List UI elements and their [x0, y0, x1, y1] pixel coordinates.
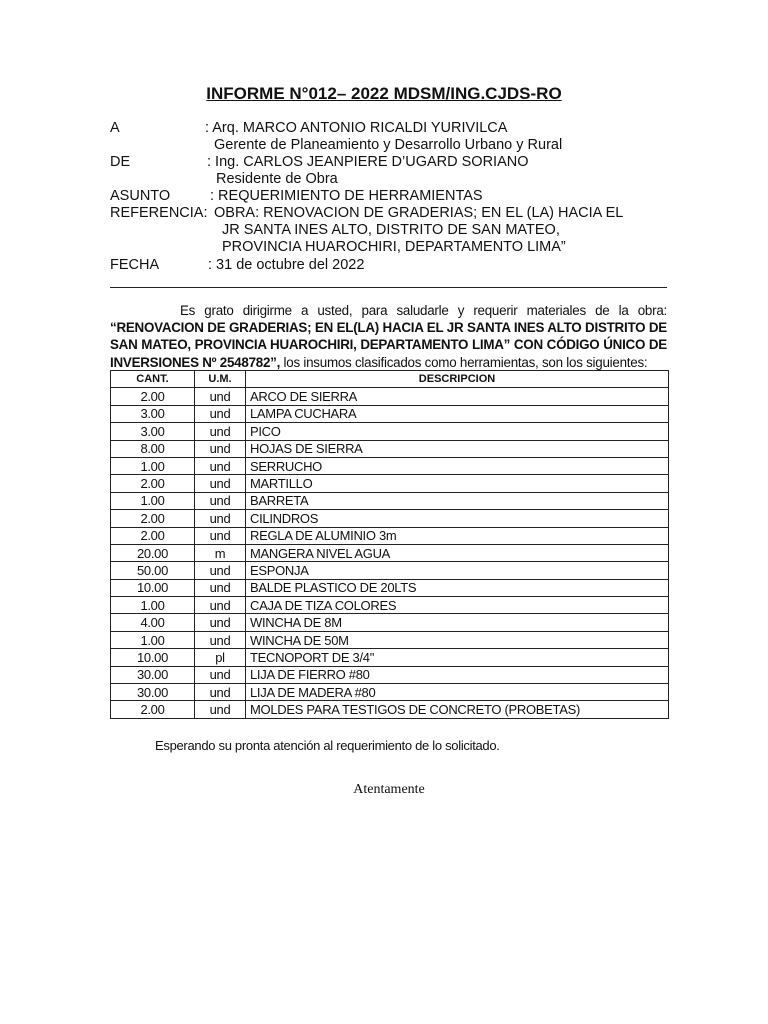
row-unit: und [195, 631, 246, 648]
column-header-unit: U.M. [195, 371, 246, 388]
row-quantity: 4.00 [111, 614, 195, 631]
intro-text: Es grato dirigirme a usted, para saludarle y requerir materiales de la obra: [180, 303, 667, 318]
row-unit: pl [195, 649, 246, 666]
row-unit: und [195, 701, 246, 718]
date-value: : 31 de octubre del 2022 [208, 257, 365, 273]
subject-value: : REQUERIMIENTO DE HERRAMIENTAS [210, 188, 483, 204]
recipient-label: A [110, 120, 120, 136]
row-unit: und [195, 405, 246, 422]
row-unit: und [195, 388, 246, 405]
date-label: FECHA [110, 257, 160, 273]
report-title: INFORME N°012– 2022 MDSM/ING.CJDS-RO [206, 84, 562, 103]
table-row [111, 631, 669, 648]
closing-text: Esperando su pronta atención al requerimiento de lo solicitado. [155, 738, 500, 753]
row-description: MANGERA NIVEL AGUA [246, 544, 669, 561]
row-quantity: 2.00 [111, 475, 195, 492]
reference-line2: JR SANTA INES ALTO, DISTRITO DE SAN MATEO, [222, 222, 560, 238]
row-unit: und [195, 457, 246, 474]
row-description: MARTILLO [246, 475, 669, 492]
row-quantity: 10.00 [111, 649, 195, 666]
table-row [111, 492, 669, 509]
row-unit: und [195, 510, 246, 527]
row-quantity: 50.00 [111, 562, 195, 579]
table-row [111, 684, 669, 701]
reference-value: OBRA: RENOVACION DE GRADERIAS; EN EL (LA) HACIA EL [214, 205, 624, 221]
project-name: “RENOVACION DE GRADERIAS; EN EL(LA) HACIA EL JR SANTA INES ALTO DISTRITO DE SAN MATEO, PROVINCIA HUAROCHIRI, DEPARTAMENTO LIMA” CON CÓDIGO ÚNICO DE INVERSIONES Nº 2548782”, [110, 320, 667, 370]
table-row [111, 405, 669, 422]
row-description: ARCO DE SIERRA [246, 388, 669, 405]
row-quantity: 1.00 [111, 492, 195, 509]
table-row [111, 544, 669, 561]
row-description: BALDE PLASTICO DE 20LTS [246, 579, 669, 596]
body-paragraph [110, 302, 667, 371]
row-unit: und [195, 527, 246, 544]
row-quantity: 3.00 [111, 405, 195, 422]
row-quantity: 2.00 [111, 527, 195, 544]
table-row [111, 701, 669, 718]
row-description: LIJA DE FIERRO #80 [246, 666, 669, 683]
table-row [111, 475, 669, 492]
table-row [111, 597, 669, 614]
row-unit: und [195, 562, 246, 579]
row-quantity: 30.00 [111, 684, 195, 701]
row-description: CAJA DE TIZA COLORES [246, 597, 669, 614]
table-row [111, 579, 669, 596]
table-row [111, 649, 669, 666]
row-unit: und [195, 423, 246, 440]
row-description: MOLDES PARA TESTIGOS DE CONCRETO (PROBETAS) [246, 701, 669, 718]
row-description: LIJA DE MADERA #80 [246, 684, 669, 701]
row-unit: und [195, 475, 246, 492]
row-unit: und [195, 684, 246, 701]
row-unit: und [195, 597, 246, 614]
row-description: ESPONJA [246, 562, 669, 579]
row-unit: m [195, 544, 246, 561]
row-quantity: 2.00 [111, 510, 195, 527]
row-unit: und [195, 440, 246, 457]
materials-table [110, 370, 669, 719]
intro-tail: los insumos clasificados como herramientas, son los siguientes: [280, 354, 648, 370]
table-row [111, 388, 669, 405]
row-quantity: 1.00 [111, 457, 195, 474]
row-quantity: 30.00 [111, 666, 195, 683]
row-unit: und [195, 492, 246, 509]
row-description: HOJAS DE SIERRA [246, 440, 669, 457]
row-description: TECNOPORT DE 3/4" [246, 649, 669, 666]
table-header-row [111, 371, 669, 388]
sender-label: DE [110, 154, 131, 170]
table-row [111, 423, 669, 440]
header-divider [110, 287, 667, 288]
table-row [111, 562, 669, 579]
recipient-role: Gerente de Planeamiento y Desarrollo Urbano y Rural [214, 137, 563, 153]
row-quantity: 1.00 [111, 631, 195, 648]
reference-label: REFERENCIA: [110, 205, 208, 221]
row-unit: und [195, 666, 246, 683]
sender-value: : Ing. CARLOS JEANPIERE D’UGARD SORIANO [207, 154, 529, 170]
table-row [111, 527, 669, 544]
subject-label: ASUNTO [110, 188, 171, 204]
signoff-text: Atentamente [353, 782, 425, 797]
row-description: WINCHA DE 8M [246, 614, 669, 631]
row-quantity: 10.00 [111, 579, 195, 596]
table-row [111, 510, 669, 527]
row-description: LAMPA CUCHARA [246, 405, 669, 422]
row-description: WINCHA DE 50M [246, 631, 669, 648]
row-description: SERRUCHO [246, 457, 669, 474]
column-header-description: DESCRIPCION [246, 371, 669, 388]
row-description: REGLA DE ALUMINIO 3m [246, 527, 669, 544]
table-row [111, 666, 669, 683]
row-description: PICO [246, 423, 669, 440]
row-quantity: 1.00 [111, 597, 195, 614]
row-unit: und [195, 579, 246, 596]
column-header-quantity: CANT. [111, 371, 195, 388]
row-description: BARRETA [246, 492, 669, 509]
reference-line3: PROVINCIA HUAROCHIRI, DEPARTAMENTO LIMA” [222, 239, 566, 255]
row-unit: und [195, 614, 246, 631]
table-row [111, 457, 669, 474]
row-quantity: 2.00 [111, 388, 195, 405]
row-quantity: 8.00 [111, 440, 195, 457]
sender-role: Residente de Obra [216, 171, 338, 187]
row-quantity: 3.00 [111, 423, 195, 440]
table-row [111, 440, 669, 457]
table-row [111, 614, 669, 631]
row-description: CILINDROS [246, 510, 669, 527]
row-quantity: 20.00 [111, 544, 195, 561]
row-quantity: 2.00 [111, 701, 195, 718]
recipient-value: : Arq. MARCO ANTONIO RICALDI YURIVILCA [205, 120, 508, 136]
